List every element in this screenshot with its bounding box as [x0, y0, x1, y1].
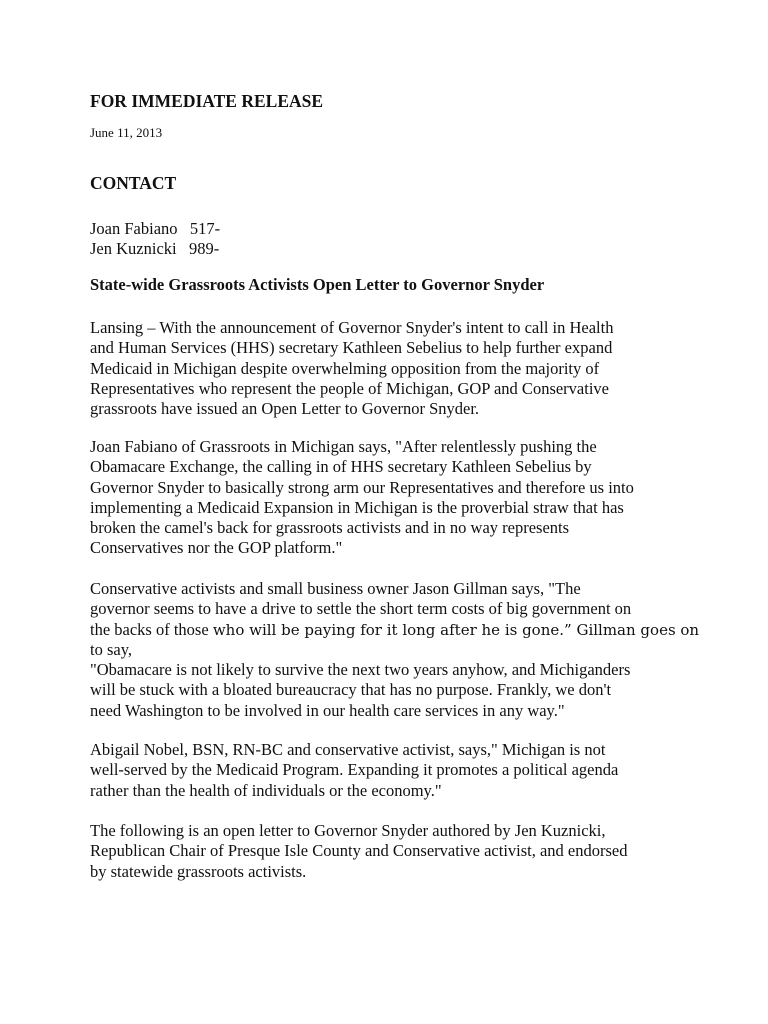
text-line: well-served by the Medicaid Program. Expanding it promotes a political agenda	[90, 760, 619, 780]
text-line: Abigail Nobel, BSN, RN-BC and conservative activist, says," Michigan is not	[90, 740, 606, 759]
contact-heading: CONTACT	[90, 173, 177, 193]
text-line: implementing a Medicaid Expansion in Michigan is the proverbial straw that has	[90, 497, 624, 517]
letter-title: State-wide Grassroots Activists Open Letter to Governor Snyder	[90, 275, 545, 294]
text-line: governor seems to have a drive to settle the short term costs of big government on	[90, 599, 632, 619]
contact-name: Jen Kuznicki	[90, 239, 177, 258]
text-line: Obamacare Exchange, the calling in of HHS secretary Kathleen Sebelius by	[90, 457, 592, 477]
text-line: Conservatives nor the GOP platform."	[90, 538, 343, 558]
contact-phone: 517-	[189, 219, 221, 238]
paragraph-fabiano-quote	[90, 437, 700, 559]
text-line: Governor Snyder to basically strong arm our Representatives and therefore us into	[90, 477, 634, 497]
text-line: Representatives who represent the people of Michigan, GOP and Conservative	[90, 378, 609, 398]
contact-row	[90, 239, 220, 259]
contact-list	[90, 219, 220, 259]
release-heading: FOR IMMEDIATE RELEASE	[90, 91, 324, 111]
text-line: Medicaid in Michigan despite overwhelming opposition from the majority of	[90, 358, 600, 378]
contact-phone: 989-	[188, 239, 220, 258]
release-date: June 11, 2013	[90, 125, 163, 140]
paragraph-announcement	[90, 318, 700, 419]
text-line: Conservative activists and small business owner Jason Gillman says, "The	[90, 579, 581, 598]
text-segment-alt-font: who will be paying for it long after he is gone.” Gillman goes on	[212, 620, 700, 639]
text-line: Lansing – With the announcement of Governor Snyder's intent to call in Health	[90, 318, 614, 337]
text-line: will be stuck with a bloated bureaucracy that has no purpose. Frankly, we don't	[90, 680, 612, 700]
text-line: need Washington to be involved in our health care services in any way."	[90, 700, 565, 720]
text-line: "Obamacare is not likely to survive the next two years anyhow, and Michiganders	[90, 660, 631, 680]
text-line: and Human Services (HHS) secretary Kathleen Sebelius to help further expand	[90, 338, 613, 358]
text-segment: the backs of those	[90, 619, 213, 639]
text-line: to say,	[90, 639, 133, 659]
paragraph-gillman-quote	[90, 579, 700, 721]
contact-row	[90, 219, 220, 239]
text-line: Joan Fabiano of Grassroots in Michigan says, "After relentlessly pushing the	[90, 437, 597, 456]
text-line: by statewide grassroots activists.	[90, 861, 307, 881]
text-line: rather than the health of individuals or the economy."	[90, 780, 442, 800]
text-line: Republican Chair of Presque Isle County and Conservative activist, and endorsed	[90, 841, 628, 861]
paragraph-nobel-quote	[90, 740, 700, 801]
text-line: The following is an open letter to Governor Snyder authored by Jen Kuznicki,	[90, 821, 606, 840]
text-line: grassroots have issued an Open Letter to Governor Snyder.	[90, 399, 480, 419]
text-line: broken the camel's back for grassroots activists and in no way represents	[90, 518, 570, 538]
text-line	[90, 620, 700, 640]
contact-name: Joan Fabiano	[90, 219, 178, 238]
paragraph-open-letter-intro	[90, 821, 700, 882]
